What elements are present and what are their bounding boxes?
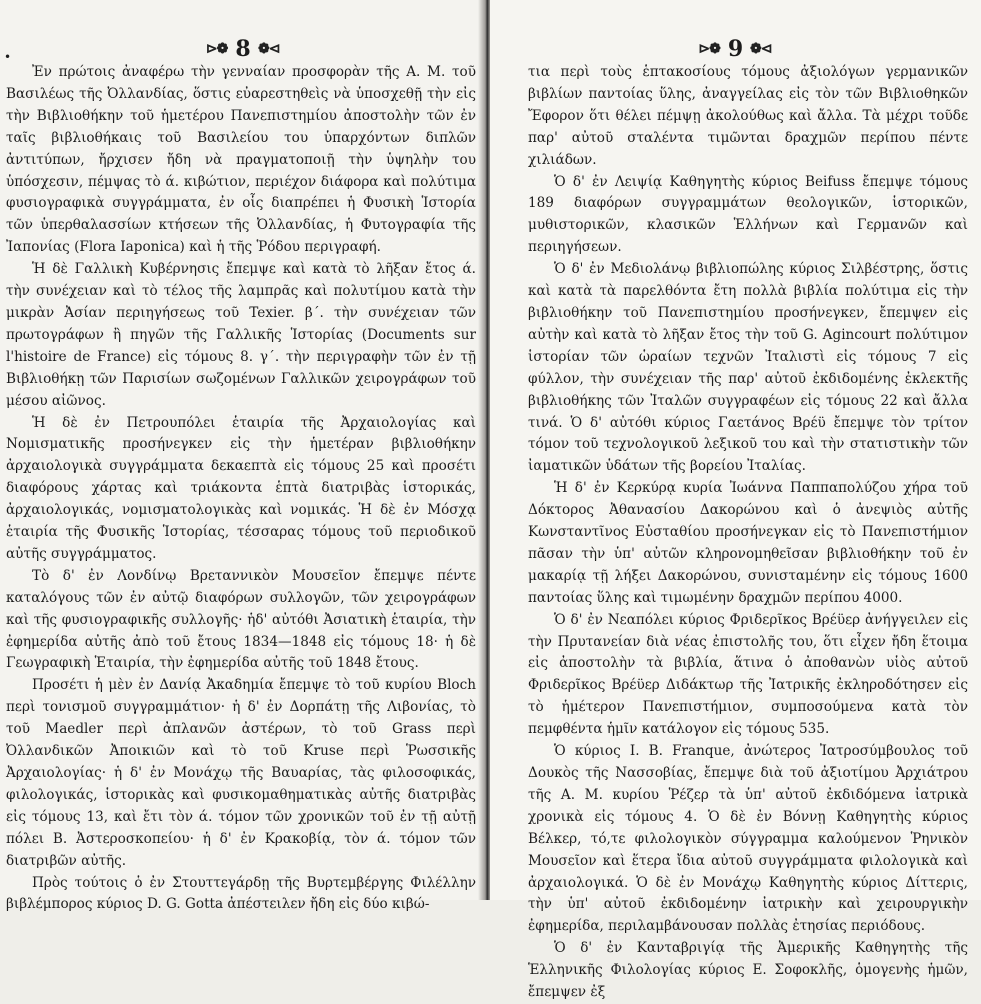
paragraph: Πρὸς τούτοις ὁ ἐν Στουττεγάρδῃ τῆς Βυρτεμβέργης Φιλέλλην βιβλέμπορος κύριος D. G. Gotta ἀπέστειλεν ἤδη εἰς δύο κιβώ- — [6, 874, 476, 913]
paragraph: Ἡ δ' ἐν Κερκύρᾳ κυρία Ἰωάννα Παππαπολύζου χήρα τοῦ Δόκτορος Ἀθανασίου Δακορώνου καὶ ὁ ἀνεψιὸς αὐτῆς Κωνσταντῖνος Εὐσταθίου προσήνεγκαν εἰς τὸ Πανεπιστήμιον πᾶσαν τὴν ὑπ' αὐτῶν κληρονομηθεῖσαν βιβλιοθήκην τοῦ ἐν μακαρίᾳ τῇ λήξει Δακορώνου, συνισταμένην εἰς τόμους 1600 παντοίας ὕλης καὶ τιμωμένην δραχμῶν περίπου 4000. — [528, 480, 968, 606]
paragraph: τια περὶ τοὺς ἑπτακοσίους τόμους ἀξιολόγων γερμανικῶν βιβλίων παντοίας ὕλης, ἀναγγείλας εἰς τὸν τῶν Βιβλιοθηκῶν Ἔφορον ὅτι θέλει πέμψῃ ἀκολούθως καὶ ἄλλα. Τὰ μέχρι τοῦδε παρ' αὐτοῦ σταλέντα τιμῶνται δραχμῶν περίπου πέντε χιλιάδων. — [528, 64, 968, 168]
paragraph: Ἐν πρώτοις ἀναφέρω τὴν γενναίαν προσφορὰν τῆς Α. Μ. τοῦ Βασιλέως τῆς Ὀλλανδίας, ὅστις εὐαρεστηθεὶς νὰ ὑποσχεθῇ τὴν εἰς τὴν Βιβλιοθήκην τοῦ ἡμετέρου Πανεπιστημίου ἀποστολὴν τῶν ἐν ταῖς βιβλιοθήκαις τοῦ Βασιλείου του ὑπαρχόντων διπλῶν ἀντιτύπων, ἤρχισεν ἤδη νὰ πραγματοποιῇ τὴν ὑψηλὴν του ὑπόσχεσιν, πέμψας τὸ ά. κιβώτιον, περιέχον διάφορα καὶ πολύτιμα φυσιογραφικὰ συγγράμματα, ἐν οἷς διαπρέπει ἡ Φυσικὴ Ἱστορία τῶν ὑπερθαλασσίων κτήσεων τῆς Ὀλλανδίας, ἡ Φυτογραφία τῆς Ἰαπονίας (Flora Iaponica) καὶ ἡ τῆς Ῥόδου περιγραφή. — [6, 64, 476, 256]
paragraph: Ὁ δ' ἐν Νεαπόλει κύριος Φριδερῖκος Βρέϋερ ἀνήγγειλεν εἰς τὴν Πρυτανείαν διὰ νέας ἐπιστολῆς του, ὅτι εἶχεν ἤδη ἕτοιμα εἰς ἀποστολὴν τὰ βιβλία, ἅτινα ὁ ἀποθανὼν υἱὸς αὐτοῦ Φριδερῖκος Βρέϋερ Διδάκτωρ τῆς Ἰατρικῆς ἐκληροδότησεν εἰς τὸ ἡμέτερον Πανεπιστήμιον, συμποσούμενα κατὰ τὸν πεμφθέντα ἡμῖν κατάλογον εἰς τόμους 535. — [528, 611, 968, 738]
left-page-text — [6, 62, 476, 916]
right-page — [490, 0, 981, 1001]
margin-mark: • — [4, 50, 12, 64]
right-ornament-icon: ⊳❁ — [751, 41, 773, 57]
left-page — [0, 0, 486, 913]
paragraph: Ὁ δ' ἐν Κανταβριγίᾳ τῆς Ἀμερικῆς Καθηγητὴς τῆς Ἑλληνικῆς Φιλολογίας κύριος Ε. Σοφοκλῆς, ὁμογενὴς ἡμῶν, ἔπεμψεν ἐξ — [528, 940, 968, 1001]
right-ornament-icon: ⊳❁ — [258, 41, 281, 57]
paragraph: Ἡ δὲ ἐν Πετρουπόλει ἑταιρία τῆς Ἀρχαιολογίας καὶ Νομισματικῆς προσήνεγκεν εἰς τὴν ἡμετέραν βιβλιοθήκην ἀρχαιολογικὰ συγγράμματα δεκαεπτὰ εἰς τόμους 25 καὶ προσέτι διαφόρους χάρτας καὶ τριάκοντα ἑπτὰ διατριβὰς ἱστορικάς, ἀρχαιολογικάς, νομισματολογικὰς καὶ νομικάς. Ἡ δὲ ἐν Μόσχᾳ ἑταιρία τῆς Φυσικῆς Ἱστορίας, τέσσαρας τόμους τοῦ περιοδικοῦ αὐτῆς συγγράμματος. — [6, 414, 476, 562]
left-ornament-icon: ⊳❁ — [698, 41, 720, 57]
left-page-header — [0, 34, 486, 64]
left-ornament-icon: ⊳❁ — [205, 41, 228, 57]
paragraph: Ὁ δ' ἐν Λειψίᾳ Καθηγητὴς κύριος Beifuss ἔπεμψε τόμους 189 διαφόρων συγγραμμάτων θεολογικῶν, ἱστορικῶν, μυθιστορικῶν, κλασικῶν Ἑλλήνων καὶ Γερμανῶν καὶ περιηγήσεων. — [528, 173, 968, 256]
right-page-number: 9 — [727, 36, 744, 62]
paragraph: Ὁ δ' ἐν Μεδιολάνῳ βιβλιοπώλης κύριος Σιλβέστρης, ὅστις καὶ κατὰ τὰ παρελθόντα ἔτη πολλὰ βιβλία πολύτιμα εἰς τὴν βιβλιοθήκην τοῦ Πανεπιστημίου προσήνεγκεν, ἔπεμψεν εἰς αὐτὴν καὶ κατὰ τὸ λῆξαν ἔτος τὴν τοῦ G. Agincourt πολύτιμον ἱστορίαν τῶν ὡραίων τεχνῶν Ἰταλιστὶ εἰς τόμους 7 εἰς φύλλον, τὴν συνέχειαν τῆς παρ' αὐτοῦ ἐκδιδομένης ἐκλεκτῆς βιβλιοθήκης τῶν Ἰταλῶν συγγραφέων εἰς τόμους 22 καὶ ἄλλα τινά. Ὁ δ' αὐτόθι κύριος Γαετάνος Βρέϋ ἔπεμψε τὸν τρίτον τόμον τοῦ τεχνολογικοῦ λεξικοῦ του καὶ τὴν στατιστικὴν τῶν ἰαματικῶν ὑδάτων τῆς βορείου Ἰταλίας. — [528, 261, 968, 475]
paragraph: Προσέτι ἡ μὲν ἐν Δανίᾳ Ἀκαδημία ἔπεμψε τὸ τοῦ κυρίου Bloch περὶ τονισμοῦ συγγραμμάτιον· ἡ δ' ἐν Δορπάτῃ τῆς Λιβονίας, τὸ τοῦ Maedler περὶ ἀπλανῶν ἀστέρων, τὸ τοῦ Grass περὶ Ὀλλανδικῶν Ἀποικιῶν καὶ τὸ τοῦ Kruse περὶ Ῥωσσικῆς Ἀρχαιολογίας· ἡ δ' ἐν Μονάχῳ τῆς Βαυαρίας, τὰς φιλοσοφικάς, φιλολογικάς, ἱστορικὰς καὶ φυσικομαθηματικὰς αὐτῆς διατριβὰς εἰς τόμους 13, καὶ ἔτι τὸν ά. τόμον τῶν χρονικῶν τοῦ ἐν τῇ αὐτῇ πόλει Β. Ἀστεροσκοπείου· ἡ δ' ἐν Κρακοβίᾳ, τὸν ά. τόμον τῶν διατριβῶν αὐτῆς. — [6, 677, 476, 869]
paragraph: Ἡ δὲ Γαλλικὴ Κυβέρνησις ἔπεμψε καὶ κατὰ τὸ λῆξαν ἔτος ά. τὴν συνέχειαν καὶ τὸ τέλος τῆς λαμπρᾶς καὶ πολυτίμου κατὰ τὴν μικρὰν Ἀσίαν περιηγήσεως τοῦ Texier. β΄. τὴν συνέχειαν τῶν πρωτογράφων ἢ πηγῶν τῆς Γαλλικῆς Ἱστορίας (Documents sur l'histoire de France) εἰς τόμους 8. γ΄. τὴν περιγραφὴν τῶν ἐν τῇ Βιβλιοθήκῃ τῶν Παρισίων σωζομένων Γαλλικῶν χειρογράφων τοῦ μέσου αἰῶνος. — [6, 261, 476, 409]
paragraph: Ὁ κύριος I. B. Franque, ἀνώτερος Ἰατροσύμβουλος τοῦ Δουκὸς τῆς Νασσοβίας, ἔπεμψε διὰ τοῦ ἀξιοτίμου Ἀρχιάτρου τῆς Α. Μ. κυρίου Ῥέζερ τὰ ὑπ' αὐτοῦ ἐκδιδόμενα ἰατρικὰ χρονικὰ εἰς τόμους 4. Ὁ δὲ ἐν Βόννῃ Καθηγητὴς κύριος Βέλκερ, τό,τε φιλολογικὸν σύγγραμμα καλούμενον Ῥηνικὸν Μουσεῖον καὶ ἕτερα ἴδια αὐτοῦ συγγράμματα φιλολογικὰ καὶ ἀρχαιολογικά. Ὁ δὲ ἐν Μονάχῳ Καθηγητὴς κύριος Δίττερις, τὴν ὑπ' αὐτοῦ ἐκδιδομένην ἰατρικὴν καὶ χειρουργικὴν ἐφημερίδα, περιλαμβάνουσαν πολλὰς ἐτησίας περιόδους. — [528, 743, 968, 935]
right-page-text — [528, 62, 968, 1004]
left-page-number: 8 — [235, 36, 251, 62]
paragraph: Τὸ δ' ἐν Λονδίνῳ Βρεταννικὸν Μουσεῖον ἔπεμψε πέντε καταλόγους τῶν ἐν αὐτῷ διαφόρων συλλογῶν, τῶν χειρογράφων καὶ τῆς φυσιογραφικῆς συλλογῆς· ἡδ' αὐτόθι Ἀσιατικὴ ἑταιρία, τὴν ἐφημερίδα αὐτῆς ἀπὸ τοῦ ἔτους 1834—1848 εἰς τόμους 18· ἡ δὲ Γεωγραφικὴ Ἑταιρία, τὴν ἐφημερίδα αὐτῆς τοῦ 1848 ἔτους. — [6, 567, 476, 672]
right-page-header — [490, 34, 981, 64]
